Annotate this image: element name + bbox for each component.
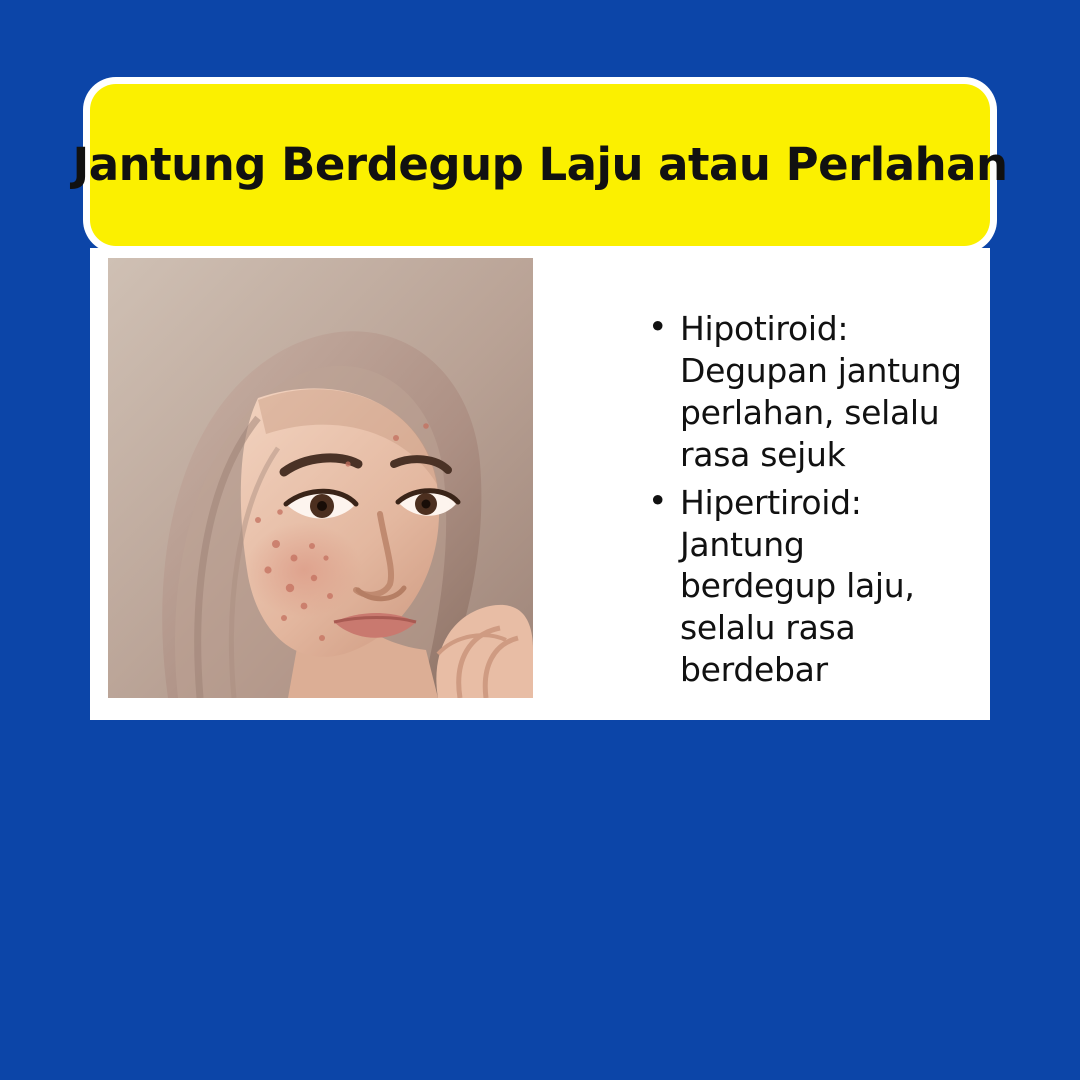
page-title: Jantung Berdegup Laju atau Perlahan	[72, 138, 1008, 192]
list-item: • Hipertiroid: Jantung berdegup laju, selalu rasa berdebar	[638, 482, 968, 692]
title-banner	[72, 84, 1008, 246]
list-item: • Hipotiroid: Degupan jantung perlahan, selalu rasa sejuk	[638, 308, 968, 476]
bullet-list	[638, 308, 968, 697]
content-card	[90, 248, 990, 720]
woman-in-hijab-photo	[108, 258, 533, 698]
